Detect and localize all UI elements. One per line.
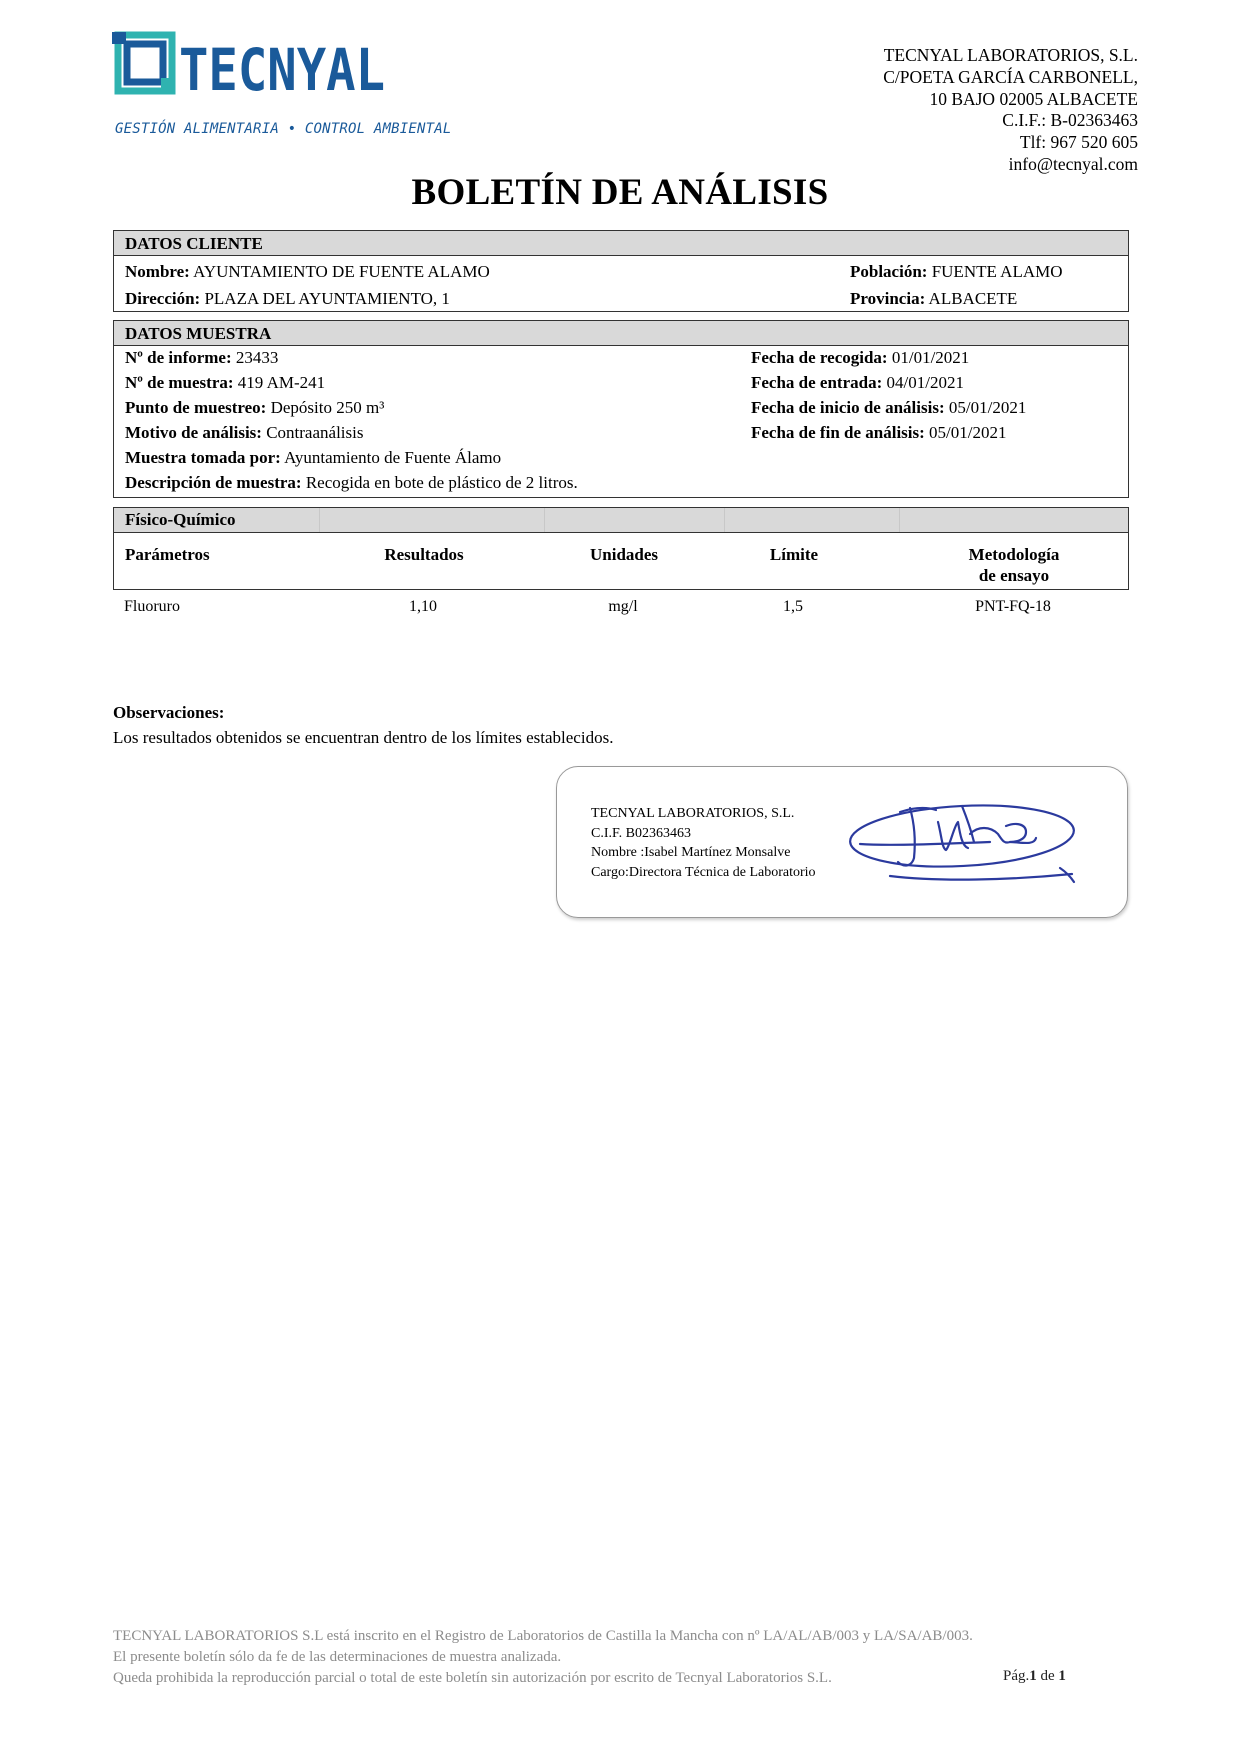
client-town-value: FUENTE ALAMO	[931, 262, 1063, 281]
report-number-value: 23433	[235, 348, 279, 367]
row-result: 1,10	[409, 598, 437, 615]
column-header-methodology-line1: Metodología	[968, 545, 1060, 564]
column-header-results: Resultados	[384, 545, 464, 564]
footer-registry-note: TECNYAL LABORATORIOS S.L está inscrito en el Registro de Laboratorios de Castilla la Mancha con nº LA/AL/AB/003 y LA/SA/AB/003.	[113, 1628, 973, 1644]
signatory-position: Cargo:Directora Técnica de Laboratorio	[591, 864, 816, 880]
table-row	[113, 598, 1129, 622]
analysis-reason-label: Motivo de análisis:	[125, 423, 262, 442]
sample-number-field	[125, 373, 325, 393]
company-email: info@tecnyal.com	[1008, 153, 1138, 174]
company-cif: C.I.F.: B-02363463	[1002, 110, 1138, 131]
row-units: mg/l	[608, 598, 638, 615]
report-number-label: Nº de informe:	[125, 348, 232, 367]
client-town-field	[850, 262, 1063, 282]
sampling-point-label: Punto de muestreo:	[125, 398, 267, 417]
column-header-methodology-line2: de ensayo	[978, 566, 1050, 585]
physico-chemical-heading-bar	[114, 508, 1128, 533]
row-limit: 1,5	[783, 598, 803, 615]
logo-wordmark: TECNYAL	[179, 36, 385, 104]
client-name-label: Nombre:	[125, 262, 190, 281]
physico-chemical-heading: Físico-Químico	[125, 510, 236, 529]
client-address-field	[125, 289, 450, 309]
sample-number-value: 419 AM-241	[237, 373, 326, 392]
row-methodology: PNT-FQ-18	[975, 598, 1051, 615]
company-city: 10 BAJO 02005 ALBACETE	[929, 88, 1138, 109]
analysis-end-date-label: Fecha de fin de análisis:	[751, 423, 925, 442]
company-name: TECNYAL LABORATORIOS, S.L.	[883, 45, 1138, 65]
physico-chemical-table	[113, 507, 1129, 590]
page-separator: de	[1040, 1668, 1055, 1684]
column-header-methodology	[904, 544, 1124, 586]
analysis-reason-value: Contraanálisis	[266, 423, 364, 442]
handwritten-signature	[850, 786, 1090, 896]
column-divider	[544, 508, 545, 532]
sample-data-section	[113, 320, 1129, 498]
client-address-label: Dirección:	[125, 289, 201, 308]
analysis-start-date-label: Fecha de inicio de análisis:	[751, 398, 945, 417]
signatory-name: Nombre :Isabel Martínez Monsalve	[591, 845, 791, 860]
logo-square-icon	[112, 32, 175, 91]
sample-taken-by-label: Muestra tomada por:	[125, 448, 281, 467]
page-label: Pág.	[1003, 1668, 1030, 1684]
footer-validity-note: El presente boletín sólo da fe de las determinaciones de muestra analizada.	[113, 1649, 562, 1665]
sampling-point-field	[125, 398, 384, 418]
client-name-field	[125, 262, 490, 282]
column-header-parameters: Parámetros	[125, 545, 210, 564]
sample-number-label: Nº de muestra:	[125, 373, 234, 392]
analysis-start-date-field	[751, 398, 1026, 418]
analysis-end-date-field	[751, 423, 1007, 443]
signatory-cif: C.I.F. B02363463	[591, 825, 692, 841]
analysis-end-date-value: 05/01/2021	[929, 423, 1007, 442]
column-header-units: Unidades	[589, 545, 659, 564]
signatory-company: TECNYAL LABORATORIOS, S.L.	[591, 806, 795, 821]
sample-taken-by-value: Ayuntamiento de Fuente Álamo	[284, 448, 502, 467]
client-name-value: AYUNTAMIENTO DE FUENTE ALAMO	[193, 262, 490, 281]
collection-date-label: Fecha de recogida:	[751, 348, 888, 367]
sample-taken-by-field	[125, 448, 501, 468]
observations-text: Los resultados obtenidos se encuentran dentro de los límites establecidos.	[113, 728, 614, 747]
entry-date-label: Fecha de entrada:	[751, 373, 883, 392]
sample-description-value: Recogida en bote de plástico de 2 litros.	[305, 473, 578, 492]
client-section-heading: DATOS CLIENTE	[114, 231, 1128, 256]
report-number-field	[125, 348, 278, 368]
row-parameter: Fluoruro	[124, 598, 180, 615]
page-indicator	[1003, 1668, 1066, 1685]
client-address-value: PLAZA DEL AYUNTAMIENTO, 1	[204, 289, 450, 308]
page-total: 1	[1058, 1668, 1066, 1684]
sample-section-heading: DATOS MUESTRA	[114, 321, 1128, 346]
sample-description-field	[125, 473, 578, 493]
entry-date-field	[751, 373, 964, 393]
collection-date-field	[751, 348, 969, 368]
client-province-value: ALBACETE	[928, 289, 1018, 308]
sample-description-label: Descripción de muestra:	[125, 473, 302, 492]
footer-reproduction-note: Queda prohibida la reproducción parcial o total de este boletín sin autorización por escrito de Tecnyal Laboratorios S.L.	[113, 1670, 832, 1686]
client-province-field	[850, 289, 1017, 309]
observations-label: Observaciones:	[113, 703, 225, 722]
column-divider	[724, 508, 725, 532]
signatory-details	[591, 804, 816, 882]
analysis-reason-field	[125, 423, 363, 443]
client-town-label: Población:	[850, 262, 928, 281]
sampling-point-value: Depósito 250 m³	[270, 398, 385, 417]
page-current: 1	[1029, 1668, 1037, 1684]
client-data-section	[113, 230, 1129, 312]
client-province-label: Provincia:	[850, 289, 926, 308]
document-title: BOLETÍN DE ANÁLISIS	[411, 172, 829, 213]
company-phone: Tlf: 967 520 605	[1019, 132, 1138, 153]
column-header-limit: Límite	[769, 545, 819, 564]
company-street: C/POETA GARCÍA CARBONELL,	[883, 66, 1138, 87]
column-divider	[899, 508, 900, 532]
company-address-block	[718, 45, 1138, 176]
collection-date-value: 01/01/2021	[891, 348, 970, 367]
logo-tagline: GESTIÓN ALIMENTARIA • CONTROL AMBIENTAL	[115, 121, 452, 137]
column-divider	[319, 508, 320, 532]
legal-footer	[113, 1626, 1113, 1689]
entry-date-value: 04/01/2021	[886, 373, 964, 392]
analysis-start-date-value: 05/01/2021	[948, 398, 1027, 417]
